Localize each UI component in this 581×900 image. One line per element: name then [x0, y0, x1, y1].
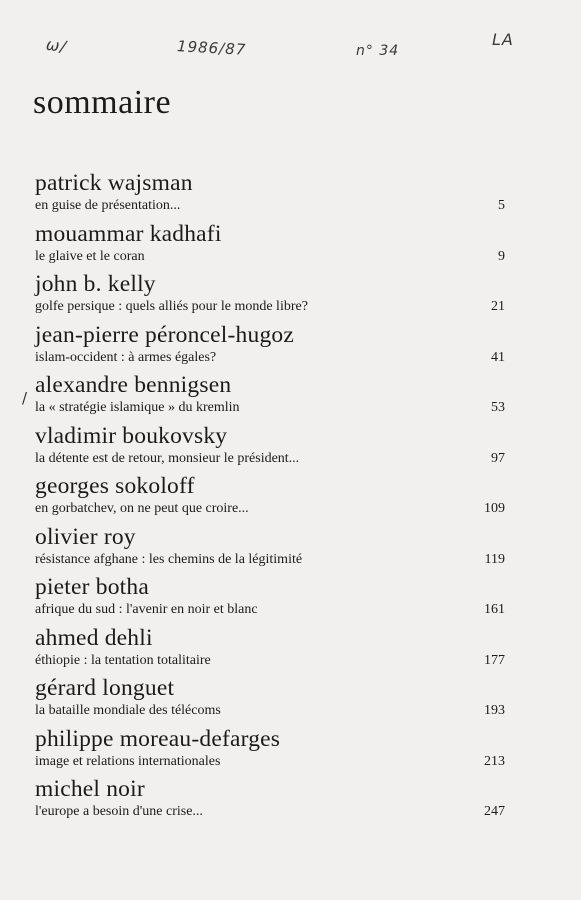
- pencil-mark-icon: /: [22, 389, 28, 407]
- toc-author: vladimir boukovsky: [35, 422, 228, 449]
- toc-entry: [35, 271, 505, 322]
- toc-entry: [35, 170, 505, 221]
- toc-article-title: golfe persique : quels alliés pour le monde libre?: [35, 299, 308, 314]
- toc-entry: [35, 372, 505, 423]
- toc-article-title: l'europe a besoin d'une crise...: [35, 804, 203, 819]
- page-title: sommaire: [33, 84, 172, 121]
- toc-page-number: 177: [484, 652, 505, 668]
- handwritten-issue-number: n° 34: [356, 43, 400, 59]
- toc-line: [35, 398, 505, 416]
- toc-article-title: en gorbatchev, on ne peut que croire...: [35, 501, 249, 516]
- toc-line: [35, 247, 505, 265]
- toc-author: alexandre bennigsen: [35, 372, 232, 398]
- toc-article-title: image et relations internationales: [35, 753, 221, 769]
- toc-author: olivier roy: [35, 523, 136, 550]
- toc-author: mouammar kadhafi: [35, 220, 222, 247]
- toc-page-number: 97: [491, 450, 505, 466]
- toc-page-number: 9: [498, 248, 505, 264]
- handwritten-note-top-right: LA: [492, 30, 514, 49]
- toc-author: michel noir: [35, 776, 145, 802]
- toc-page-number: 21: [491, 299, 505, 314]
- toc-author: gérard longuet: [35, 675, 175, 701]
- toc-entry: [35, 221, 505, 272]
- toc-article-title: en guise de présentation...: [35, 198, 181, 213]
- toc-author: ahmed dehli: [35, 624, 153, 651]
- toc-author: philippe moreau-defarges: [35, 725, 281, 752]
- toc-author: georges sokoloff: [35, 473, 195, 499]
- toc-author: john b. kelly: [35, 271, 156, 297]
- toc-entry: [35, 574, 505, 625]
- toc-article-title: résistance afghane : les chemins de la légitimité: [35, 551, 303, 567]
- toc-author: jean-pierre péroncel-hugoz: [35, 321, 294, 348]
- toc-author: pieter botha: [35, 574, 149, 600]
- toc-line: [35, 499, 505, 517]
- toc-line: [35, 297, 505, 315]
- toc-line: [35, 449, 505, 467]
- toc-entry: [35, 524, 505, 575]
- toc-article-title: islam-occident : à armes égales?: [35, 349, 217, 365]
- toc-line: [35, 550, 505, 568]
- toc-article-title: éthiopie : la tentation totalitaire: [35, 652, 211, 668]
- toc-line: [35, 802, 505, 820]
- toc-article-title: la détente est de retour, monsieur le président...: [35, 450, 300, 466]
- toc-page-number: 213: [484, 753, 505, 769]
- toc-author: patrick wajsman: [35, 170, 193, 196]
- toc-entry: [35, 625, 505, 676]
- toc-line: [35, 651, 505, 669]
- toc-page-number: 41: [491, 349, 505, 365]
- toc-entry: [35, 473, 505, 524]
- toc-line: [35, 348, 505, 366]
- toc-entry: [35, 776, 505, 827]
- toc-line: [35, 600, 505, 618]
- toc-entry: [35, 726, 505, 777]
- toc-page-number: 161: [484, 602, 505, 617]
- toc-article-title: le glaive et le coran: [35, 248, 145, 264]
- toc-line: [35, 196, 505, 214]
- toc-entry: [35, 675, 505, 726]
- handwritten-year: 1986/87: [176, 37, 247, 59]
- toc-page-number: 109: [484, 501, 505, 516]
- toc-article-title: la bataille mondiale des télécoms: [35, 703, 221, 718]
- toc-page-number: 119: [484, 551, 505, 567]
- toc-page-number: 53: [491, 400, 505, 415]
- toc-entry: [35, 322, 505, 373]
- toc-page-number: 193: [484, 703, 505, 718]
- toc-article-title: la « stratégie islamique » du kremlin: [35, 400, 240, 415]
- toc-page-number: 5: [498, 198, 505, 213]
- toc-line: [35, 701, 505, 719]
- toc-entry: [35, 423, 505, 474]
- table-of-contents: [22, 170, 505, 827]
- handwritten-note-top-left: ω/: [44, 34, 69, 57]
- toc-article-title: afrique du sud : l'avenir en noir et blanc: [35, 602, 258, 617]
- toc-line: [35, 752, 505, 770]
- toc-page-number: 247: [484, 804, 505, 819]
